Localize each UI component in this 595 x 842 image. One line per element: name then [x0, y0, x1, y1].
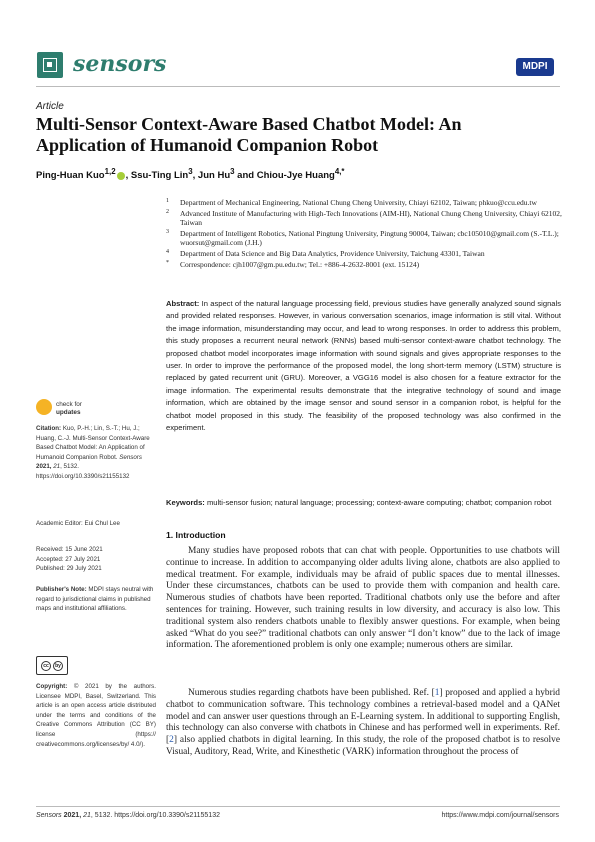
by-icon: by — [53, 661, 63, 671]
affiliation-number: 4 — [166, 248, 169, 255]
check-text-line: updates — [56, 408, 81, 416]
abstract-label: Abstract: — [166, 299, 200, 308]
citation-year: 2021, — [36, 463, 54, 471]
affiliation-item — [166, 260, 566, 270]
affiliation-text: Department of Intelligent Robotics, National Pingtung University, Pingtung 90004, Taiwan; cbc105010@gmail.com (S.-T.L.); wuorsut@gmail.com (J.H.) — [180, 228, 559, 248]
author-affiliation-mark: 4,* — [334, 167, 345, 176]
abstract-text: In aspect of the natural language processing field, previous studies have generally analyzed sound signals and provided related responses. However, in various conversation scenarios, image information is still vital. Without the image information, misunderstanding may occur, and lead to wrong responses. In order to address this problem, this study proposes a recurrent neural network (RNNs) based multi-sensor context-aware chatbot technology. The proposed chatbot model incorporates image information with sound signals and gives appropriate responses to the user. In order to improve the performance of the proposed model, the long short-term memory (LSTM) structure is replaced by gated recurrent unit (GRU). Moreover, a VGG16 model is also chosen for a feature extractor for the image information. The experimental results demonstrate that the integrative technology of sound and image information, which are obtained by the image sensor and sound sensor in a companion robot, is helpful for the chatbot model proposed in this study. The feasibility of the proposed technology was also confirmed in the experiment. — [166, 299, 561, 433]
footer-divider — [36, 806, 560, 807]
affiliation-text: Department of Mechanical Engineering, National Chung Cheng University, Chiayi 62102, Taiwan; phkuo@ccu.edu.tw — [180, 198, 537, 207]
citation-journal: Sensors — [119, 453, 142, 461]
paragraph-text: ] proposed and applied a hybrid chatbot to communication software. This technology combines a retrieval-based model and a QANet model and can answer user questions through an E-Learning system. In additional to supporting English, this technology can also converse with chatbots in Chinese and has performed well in experiments. Ref. [ — [166, 688, 560, 746]
citation-text: Kuo, P.-H.; Lin, S.-T.; Hu, J.; Huang, C.-J. Multi-Sensor Context-Aware Based Chatbot Model: An Application of Humanoid Companion Robot. — [36, 425, 150, 461]
affiliation-item — [166, 229, 566, 248]
author-name: and Chiou-Jye Huang — [234, 170, 335, 182]
citation-doi[interactable]: , 5132. https://doi.org/10.3390/s21155132 — [36, 463, 130, 480]
published-date: Published: 29 July 2021 — [36, 565, 102, 573]
publisher-note-label: Publisher's Note: — [36, 586, 87, 593]
copyright-text: © 2021 by the authors. Licensee MDPI, Basel, Switzerland. This article is an open access article distributed under the terms and conditions of the Creative Commons Attribution (CC BY) license (https:// creativecommons.org/licenses/by/ 4.0/). — [36, 683, 156, 748]
footer-volume: 21 — [83, 812, 91, 819]
keywords — [166, 497, 561, 509]
footer-citation — [36, 812, 220, 819]
affiliation-text: Advanced Institute of Manufacturing with High-Tech Innovations (AIM-HI), National Chung Cheng University, Chiayi 62102, Taiwan — [180, 208, 562, 228]
author-name: Ping-Huan Kuo — [36, 170, 105, 182]
reference-link[interactable]: 2 — [169, 735, 174, 746]
copyright — [36, 682, 156, 749]
author-list — [36, 167, 345, 181]
orcid-icon[interactable] — [117, 172, 125, 180]
affiliation-number: * — [166, 259, 169, 266]
section-heading: 1. Introduction — [166, 530, 226, 540]
affiliation-number: 2 — [166, 208, 169, 215]
author-affiliation-mark: 3 — [230, 167, 235, 176]
citation-label: Citation: — [36, 425, 62, 432]
keywords-text: multi-sensor fusion; natural language; processing; context-aware computing; chatbot; companion robot — [204, 498, 552, 507]
reference-link[interactable]: 1 — [434, 688, 440, 698]
copyright-label: Copyright: — [36, 683, 68, 690]
affiliation-item — [166, 209, 566, 228]
footer-journal: Sensors — [36, 812, 62, 819]
check-for-updates-icon[interactable] — [36, 399, 52, 415]
affiliation-text: Department of Data Science and Big Data Analytics, Providence University, Taichung 43301, Taiwan — [180, 248, 485, 258]
body-paragraph — [166, 688, 560, 759]
publisher-note — [36, 585, 156, 614]
journal-logo-icon — [37, 52, 63, 78]
paper-title: Multi-Sensor Context-Aware Based Chatbot Model: An Application of Humanoid Companion Robot — [36, 114, 462, 155]
citation — [36, 424, 156, 482]
received-date: Received: 15 June 2021 — [36, 546, 103, 553]
paragraph-text: Numerous studies regarding chatbots have been published. Ref. [ — [188, 688, 435, 698]
publisher-note-text: MDPI stays neutral with regard to jurisdictional claims in published maps and institutional affiliations. — [36, 586, 154, 613]
publication-dates — [36, 545, 156, 574]
footer-doi[interactable]: , 5132. https://doi.org/10.3390/s21155132 — [90, 812, 220, 819]
header-divider — [36, 86, 560, 87]
academic-editor: Academic Editor: Eui Chul Lee — [36, 520, 120, 527]
footer-year: 2021, — [61, 812, 84, 819]
check-text-line: check for — [56, 401, 82, 408]
footer-journal-url[interactable]: https://www.mdpi.com/journal/sensors — [441, 812, 559, 819]
author-name: , Ssu-Ting Lin — [125, 170, 189, 182]
citation-volume: 21 — [53, 463, 61, 471]
keywords-label: Keywords: — [166, 498, 205, 507]
article-type: Article — [36, 101, 64, 112]
affiliation-number: 3 — [166, 228, 169, 235]
journal-name: sensors — [73, 51, 167, 77]
cc-by-license-icon[interactable] — [36, 656, 68, 675]
affiliation-item — [166, 198, 566, 208]
check-for-updates-link[interactable] — [56, 401, 82, 416]
abstract — [166, 298, 561, 434]
affiliation-number: 1 — [166, 198, 169, 204]
body-paragraph: Many studies have proposed robots that can chat with people. Opportunities to use chatbots will continue to increase. In addition to accompanying older adults living alone, chatbots are also applied to medical treatment. For example, individuals may be afraid of public spaces due to mental illnesses. Under these circumstances, chatbots can be used to provide them with companion and health care. Numerous studies of chatbots have been reported. Traditional chatbots only use the before and after sentences for training. However, such training results in low diversity, and accuracy is also low. This traditional system also renders chatbots unable to flexibly answer questions. For example, when being asked “What do you see?” traditional chatbots can only answer “I don’t know” due to the lack of image information. The aforementioned problem is only one example; numerous others are similar. — [166, 546, 560, 651]
accepted-date: Accepted: 27 July 2021 — [36, 555, 101, 563]
affiliation-item — [166, 249, 566, 259]
author-affiliation-mark: 3 — [188, 167, 193, 176]
affiliation-text: Correspondence: cjh1007@gm.pu.edu.tw; Tel.: +886-4-2632-8001 (ext. 15124) — [180, 259, 420, 269]
affiliation-list — [166, 198, 566, 270]
author-name: , Jun Hu — [192, 170, 231, 182]
paragraph-text: ] also applied chatbots in digital learning. In this study, the role of the proposed chatbot is to resolve Visual, Auditory, Read, Write, and Kinesthetic (VARK) information throughout the process of — [166, 735, 560, 757]
author-affiliation-mark: 1,2 — [104, 167, 116, 176]
mdpi-logo: MDPI — [516, 58, 554, 76]
cc-icon: cc — [41, 661, 51, 671]
